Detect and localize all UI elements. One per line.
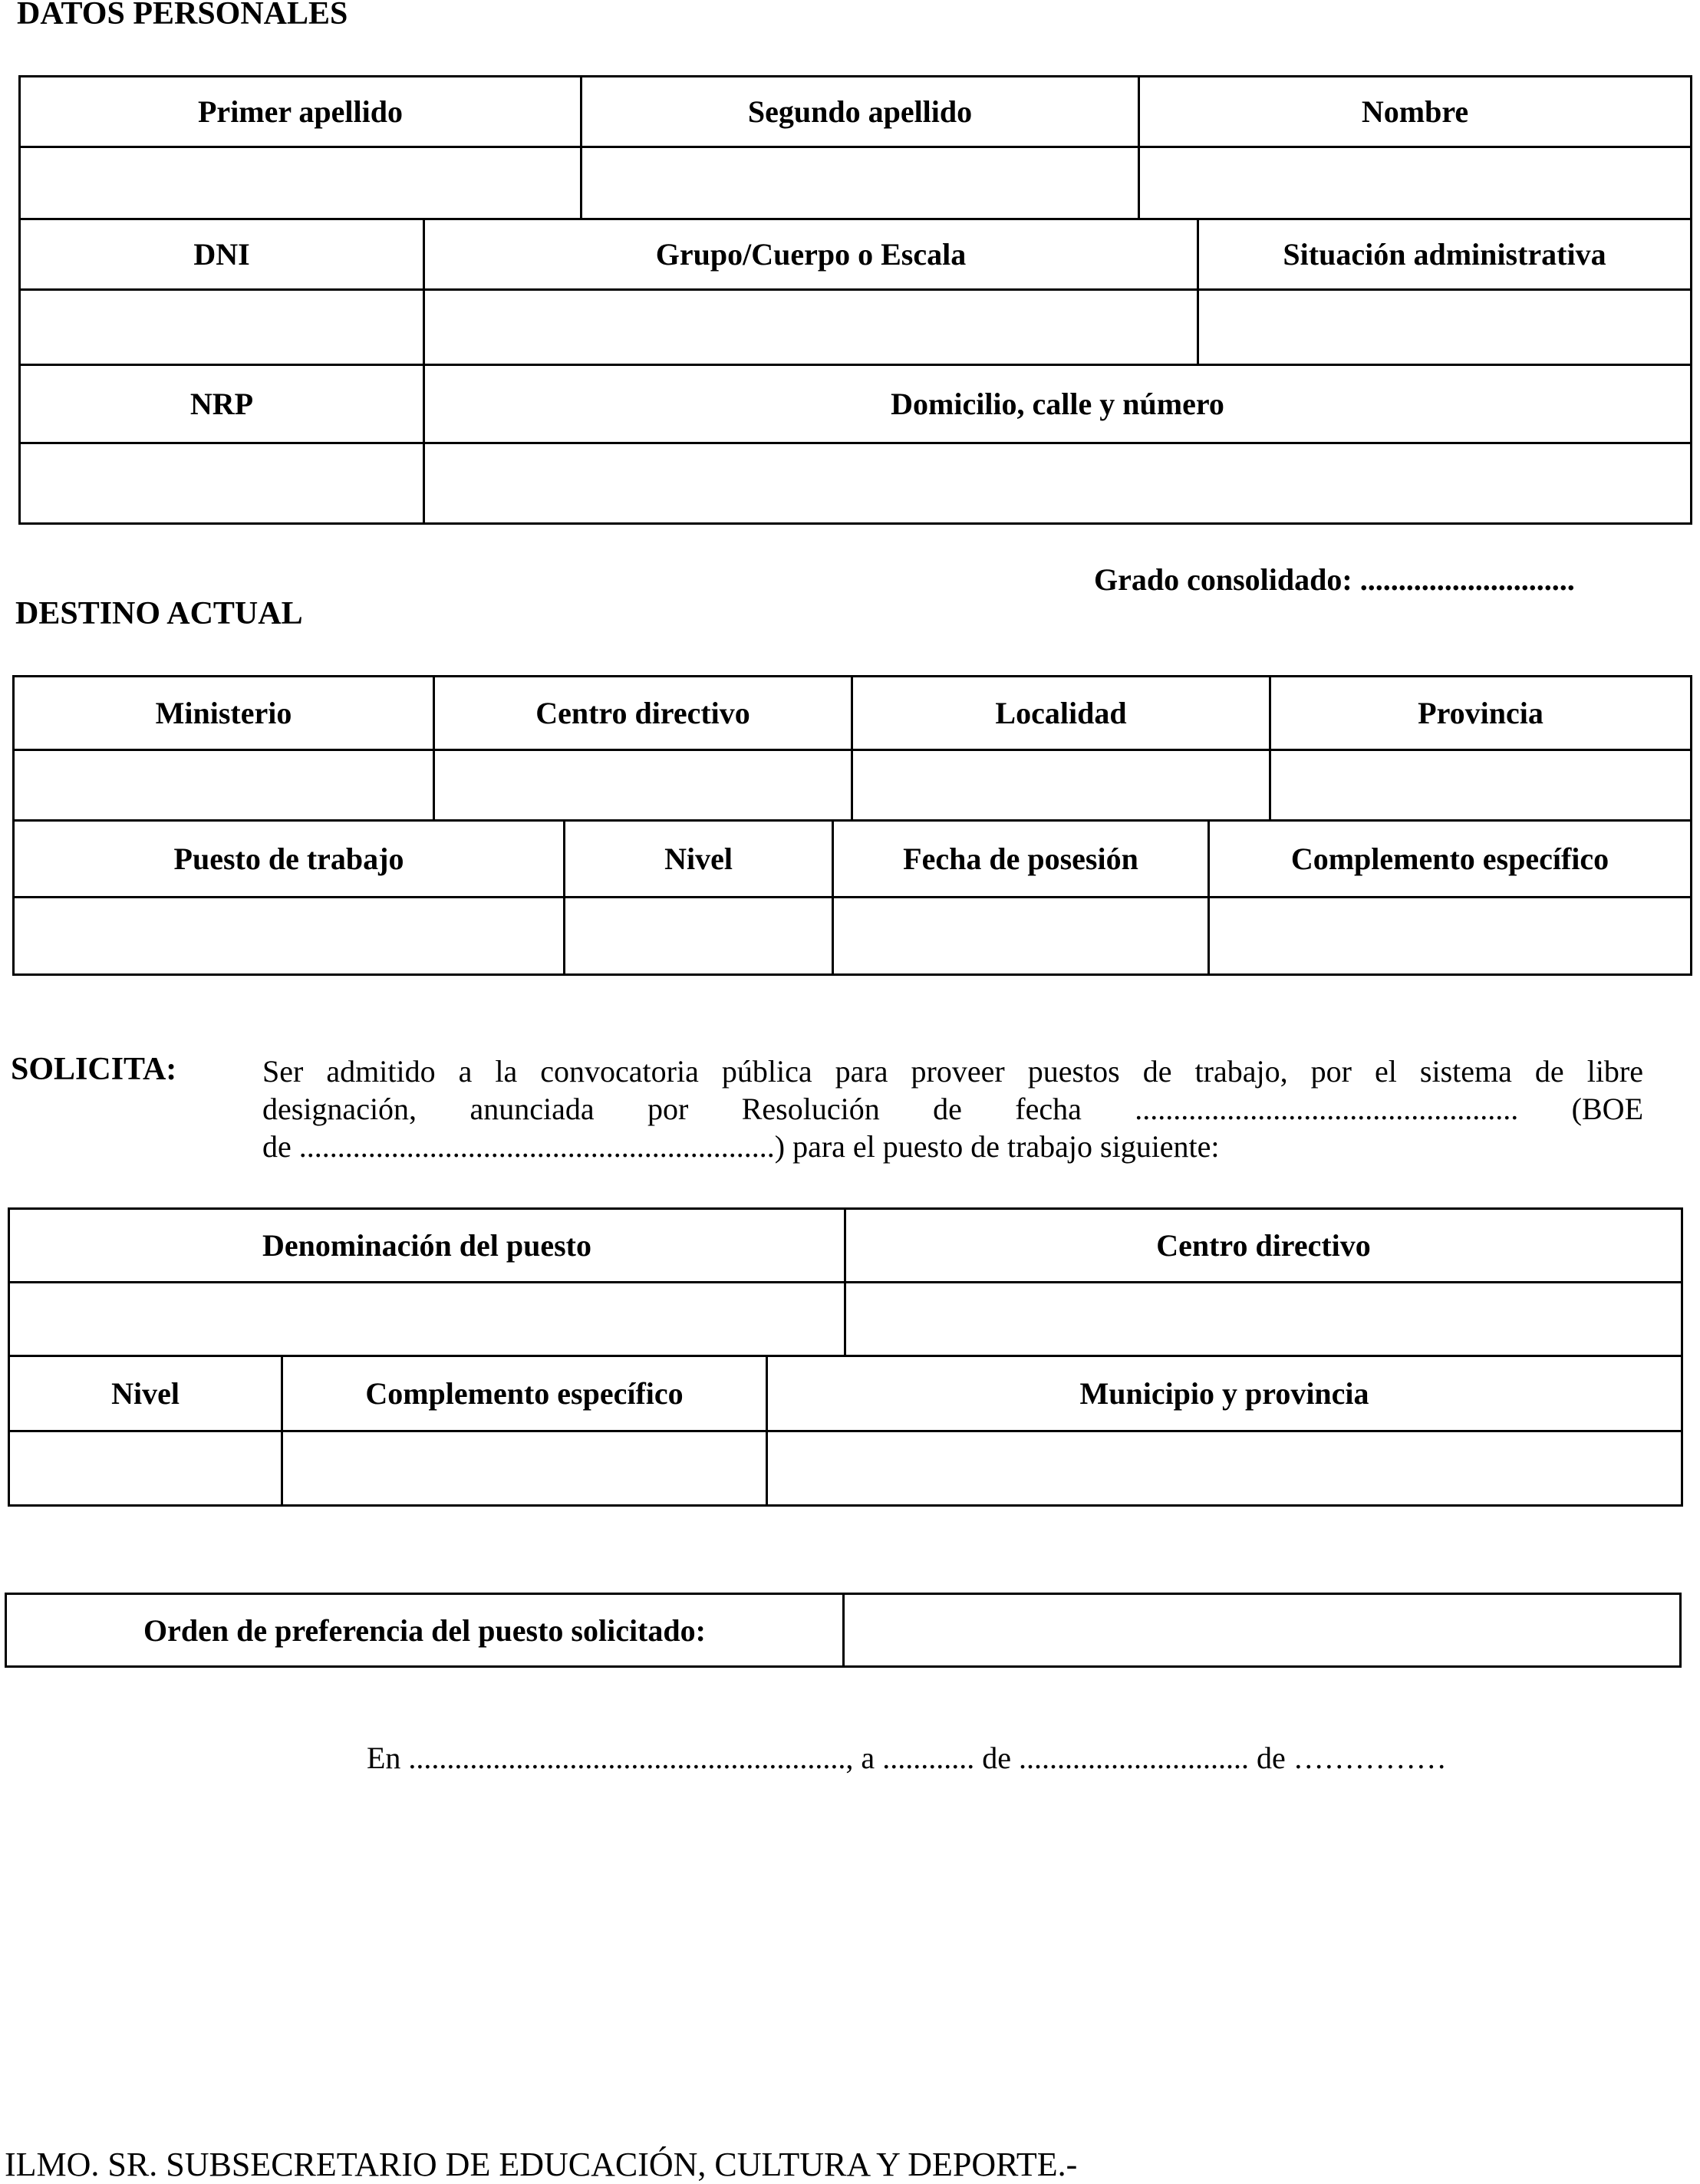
destino-actual-table: [12, 675, 1692, 976]
header-centro-directivo-solicitado: Centro directivo: [846, 1210, 1681, 1283]
field-centro-directivo[interactable]: [435, 751, 853, 822]
field-municipio-provincia[interactable]: [768, 1432, 1681, 1504]
solicita-text: [262, 1052, 1643, 1165]
header-nrp: NRP: [21, 366, 425, 444]
grado-consolidado: Grado consolidado: ............................: [1094, 562, 1575, 597]
field-localidad[interactable]: [853, 751, 1271, 822]
field-provincia[interactable]: [1271, 751, 1690, 822]
header-fecha-posesion: Fecha de posesión: [834, 822, 1210, 898]
field-fecha-posesion[interactable]: [834, 898, 1210, 973]
field-denominacion-puesto[interactable]: [10, 1283, 846, 1357]
header-ministerio: Ministerio: [15, 677, 435, 751]
field-nivel-solicitado[interactable]: [10, 1432, 283, 1504]
field-primer-apellido[interactable]: [21, 148, 582, 220]
solicita-line-2: designación, anunciada por Resolución de fecha .................................................. (BOE: [262, 1092, 1643, 1126]
datos-personales-table: [18, 75, 1692, 525]
header-grupo-cuerpo: Grupo/Cuerpo o Escala: [425, 220, 1199, 291]
field-puesto-de-trabajo[interactable]: [15, 898, 565, 973]
preferencia-label: Orden de preferencia del puesto solicitado:: [7, 1595, 845, 1665]
header-nivel-solicitado: Nivel: [10, 1357, 283, 1432]
lugar-fecha-line: En ........................................................., a ............ de .............................. de ……………: [367, 1741, 1447, 1775]
header-centro-directivo: Centro directivo: [435, 677, 853, 751]
field-nivel[interactable]: [565, 898, 834, 973]
header-domicilio: Domicilio, calle y número: [425, 366, 1690, 444]
header-complemento-especifico-solicitado: Complemento específico: [283, 1357, 768, 1432]
field-situacion-administrativa[interactable]: [1199, 291, 1690, 366]
header-primer-apellido: Primer apellido: [21, 77, 582, 148]
field-grupo-cuerpo[interactable]: [425, 291, 1199, 366]
field-ministerio[interactable]: [15, 751, 435, 822]
header-situacion-administrativa: Situación administrativa: [1199, 220, 1690, 291]
header-dni: DNI: [21, 220, 425, 291]
field-nombre[interactable]: [1140, 148, 1690, 220]
destino-actual-heading: DESTINO ACTUAL: [15, 596, 303, 631]
header-nombre: Nombre: [1140, 77, 1690, 148]
header-complemento-especifico: Complemento específico: [1210, 822, 1690, 898]
solicita-line-1: Ser admitido a la convocatoria pública para proveer puestos de trabajo, por el sistema de libre: [262, 1054, 1643, 1089]
field-complemento-especifico[interactable]: [1210, 898, 1690, 973]
header-nivel: Nivel: [565, 822, 834, 898]
header-segundo-apellido: Segundo apellido: [582, 77, 1140, 148]
header-puesto-de-trabajo: Puesto de trabajo: [15, 822, 565, 898]
puesto-solicitado-table: [8, 1207, 1683, 1507]
field-complemento-especifico-solicitado[interactable]: [283, 1432, 768, 1504]
field-segundo-apellido[interactable]: [582, 148, 1140, 220]
solicita-line-3: de ..............................................................) para el puesto de trabajo siguiente:: [262, 1129, 1220, 1164]
header-municipio-provincia: Municipio y provincia: [768, 1357, 1681, 1432]
preferencia-table: [5, 1593, 1682, 1668]
field-orden-preferencia[interactable]: [845, 1595, 1679, 1665]
datos-personales-heading: DATOS PERSONALES: [17, 0, 348, 31]
header-provincia: Provincia: [1271, 677, 1690, 751]
field-dni[interactable]: [21, 291, 425, 366]
field-centro-directivo-solicitado[interactable]: [846, 1283, 1681, 1357]
header-localidad: Localidad: [853, 677, 1271, 751]
destinatario: ILMO. SR. SUBSECRETARIO DE EDUCACIÓN, CULTURA Y DEPORTE.-: [5, 2146, 1078, 2183]
field-domicilio[interactable]: [425, 444, 1690, 522]
header-denominacion-puesto: Denominación del puesto: [10, 1210, 846, 1283]
field-nrp[interactable]: [21, 444, 425, 522]
solicita-label: SOLICITA:: [11, 1052, 177, 1087]
